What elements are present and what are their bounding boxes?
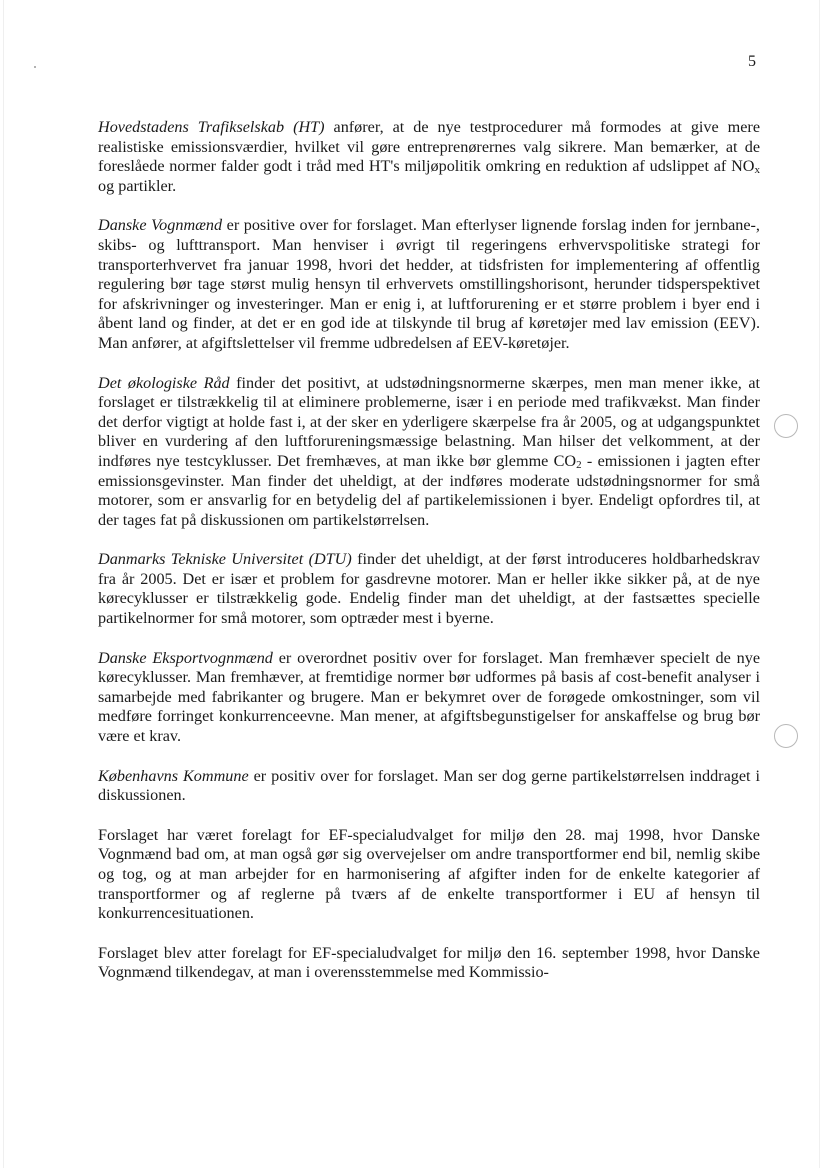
paragraph-text: er positive over for forslaget. Man efterlyser lignende forslag inden for jernbane-, skibs- og lufttransport. Man henviser i øvrigt til regeringens erhvervspolitiske strategi for transporterhvervet fra januar 1998, hvori det hedder, at tidsfristen for implementering af offentlig regulering bør tage størst mulig hensyn til erhvervets omstillingshorisont, herunder tidsperspektivet for afskrivninger og investeringer. Man er enig i, at luftforurening er et større problem i byer end i åbent land og finder, at det er en god ide at tilskynde til brug af køretøjer med lav emission (EEV). Man anfører, at afgiftslettelser vil fremme udbredelsen af EEV-køretøjer.	[98, 216, 760, 352]
scan-edge-right	[819, 0, 820, 1168]
subscript: 2	[576, 458, 582, 471]
paragraph-ht	[98, 118, 760, 196]
body-text	[98, 118, 760, 1003]
org-name: Det økologiske Råd	[98, 373, 230, 392]
paragraph-danske-vognmaend	[98, 216, 760, 353]
paragraph-text: finder det positivt, at udstødningsnormerne skærpes, men man mener ikke, at forslaget er tilstrækkelig til at eliminere problemerne, især i en periode med trafikvækst. Man finder det derfor vigtigt at holde fast i, at der sker en yderligere skærpelse fra år 2005, og at udgangspunktet bliver en vurdering af den luftforureningsmæssige belastning. Man hilser det velkomment, at der indføres nye testcyklusser. Det fremhæves, at man ikke bør glemme CO	[98, 373, 760, 470]
scan-speck	[34, 66, 36, 68]
org-name: Danmarks Tekniske Universitet (DTU)	[98, 550, 352, 569]
paragraph-text: er overordnet positiv over for forslaget. Man fremhæver specielt de nye kørecyklusser. Man fremhæver, at fremtidige normer bør udformes på basis af cost-benefit analyser i samarbejde med fabrikanter og brugere. Man er bekymret over de forøgede omkostninger, som vil medføre forringet konkurrenceevne. Man mener, at afgiftsbegunstigelser for anskaffelse og brug bør være et krav.	[98, 648, 761, 746]
org-name: Københavns Kommune	[98, 766, 249, 785]
paragraph-text: Forslaget blev atter forelagt for EF-specialudvalget for miljø den 16. september 1998, hvor Danske Vognmænd tilkendegav, at man i overensstemmelse med Kommissio-	[98, 943, 760, 982]
paragraph-text: er positiv over for forslaget. Man ser dog gerne partikelstørrelsen inddraget i diskussionen.	[98, 766, 760, 805]
org-name: Danske Eksportvognmænd	[98, 648, 273, 667]
org-name: Hovedstadens Trafikselskab (HT)	[98, 118, 325, 136]
org-name: Danske Vognmænd	[98, 216, 223, 235]
page-number: 5	[748, 53, 756, 70]
paragraph-text: finder det uheldigt, at der først introduceres holdbarhedskrav fra år 2005. Det er især et problem for gasdrevne motorer. Man er heller ikke sikker på, at de nye kørecyklusser er tilstrækkelig gode. Endelig finder man det uheldigt, at der fastsættes specielle partikelnormer for små motorer, som optræder mest i byerne.	[98, 550, 761, 628]
subscript: x	[754, 164, 760, 177]
paragraph-koebenhavns-kommune	[98, 767, 760, 806]
paragraph-forelagt-september	[98, 944, 760, 983]
paragraph-forelagt-maj	[98, 826, 760, 924]
punch-hole-upper	[774, 414, 798, 438]
paragraph-text: Forslaget har været forelagt for EF-specialudvalget for miljø den 28. maj 1998, hvor Danske Vognmænd bad om, at man også gør sig overvejelser om andre transportformer end bil, nemlig skibe og tog, og at man arbejder for en harmonisering af afgifter inden for de enkelte kategorier af transportformer og af reglerne på tværs af de enkelte transportformer i EU af hensyn til konkurrencesituationen.	[98, 825, 760, 923]
paragraph-text: anfører, at de nye testprocedurer må formodes at give mere realistiske emissionsværdier, hvilket vil gøre entreprenørernes valg sikrere. Man bemærker, at de foreslåede normer falder godt i tråd med HT's miljøpolitik omkring en reduktion af udslippet af NO	[98, 118, 761, 176]
paragraph-dtu	[98, 550, 760, 628]
paragraph-eksportvognmaend	[98, 649, 760, 747]
scan-edge-left	[3, 0, 4, 1168]
punch-hole-lower	[774, 724, 798, 748]
paragraph-text: og partikler.	[98, 176, 177, 195]
paragraph-oekologiske-raad	[98, 374, 760, 531]
paragraph-text: - emissionen i jagten efter emissionsgevinster. Man finder det uheldigt, at der indføres moderate udstødningsnormer for små motorer, som er ansvarlig for en betydelig del af partikelemissionen i byer. Endeligt opfordres til, at der tages fat på diskussionen om partikelstørrelsen.	[98, 451, 760, 529]
